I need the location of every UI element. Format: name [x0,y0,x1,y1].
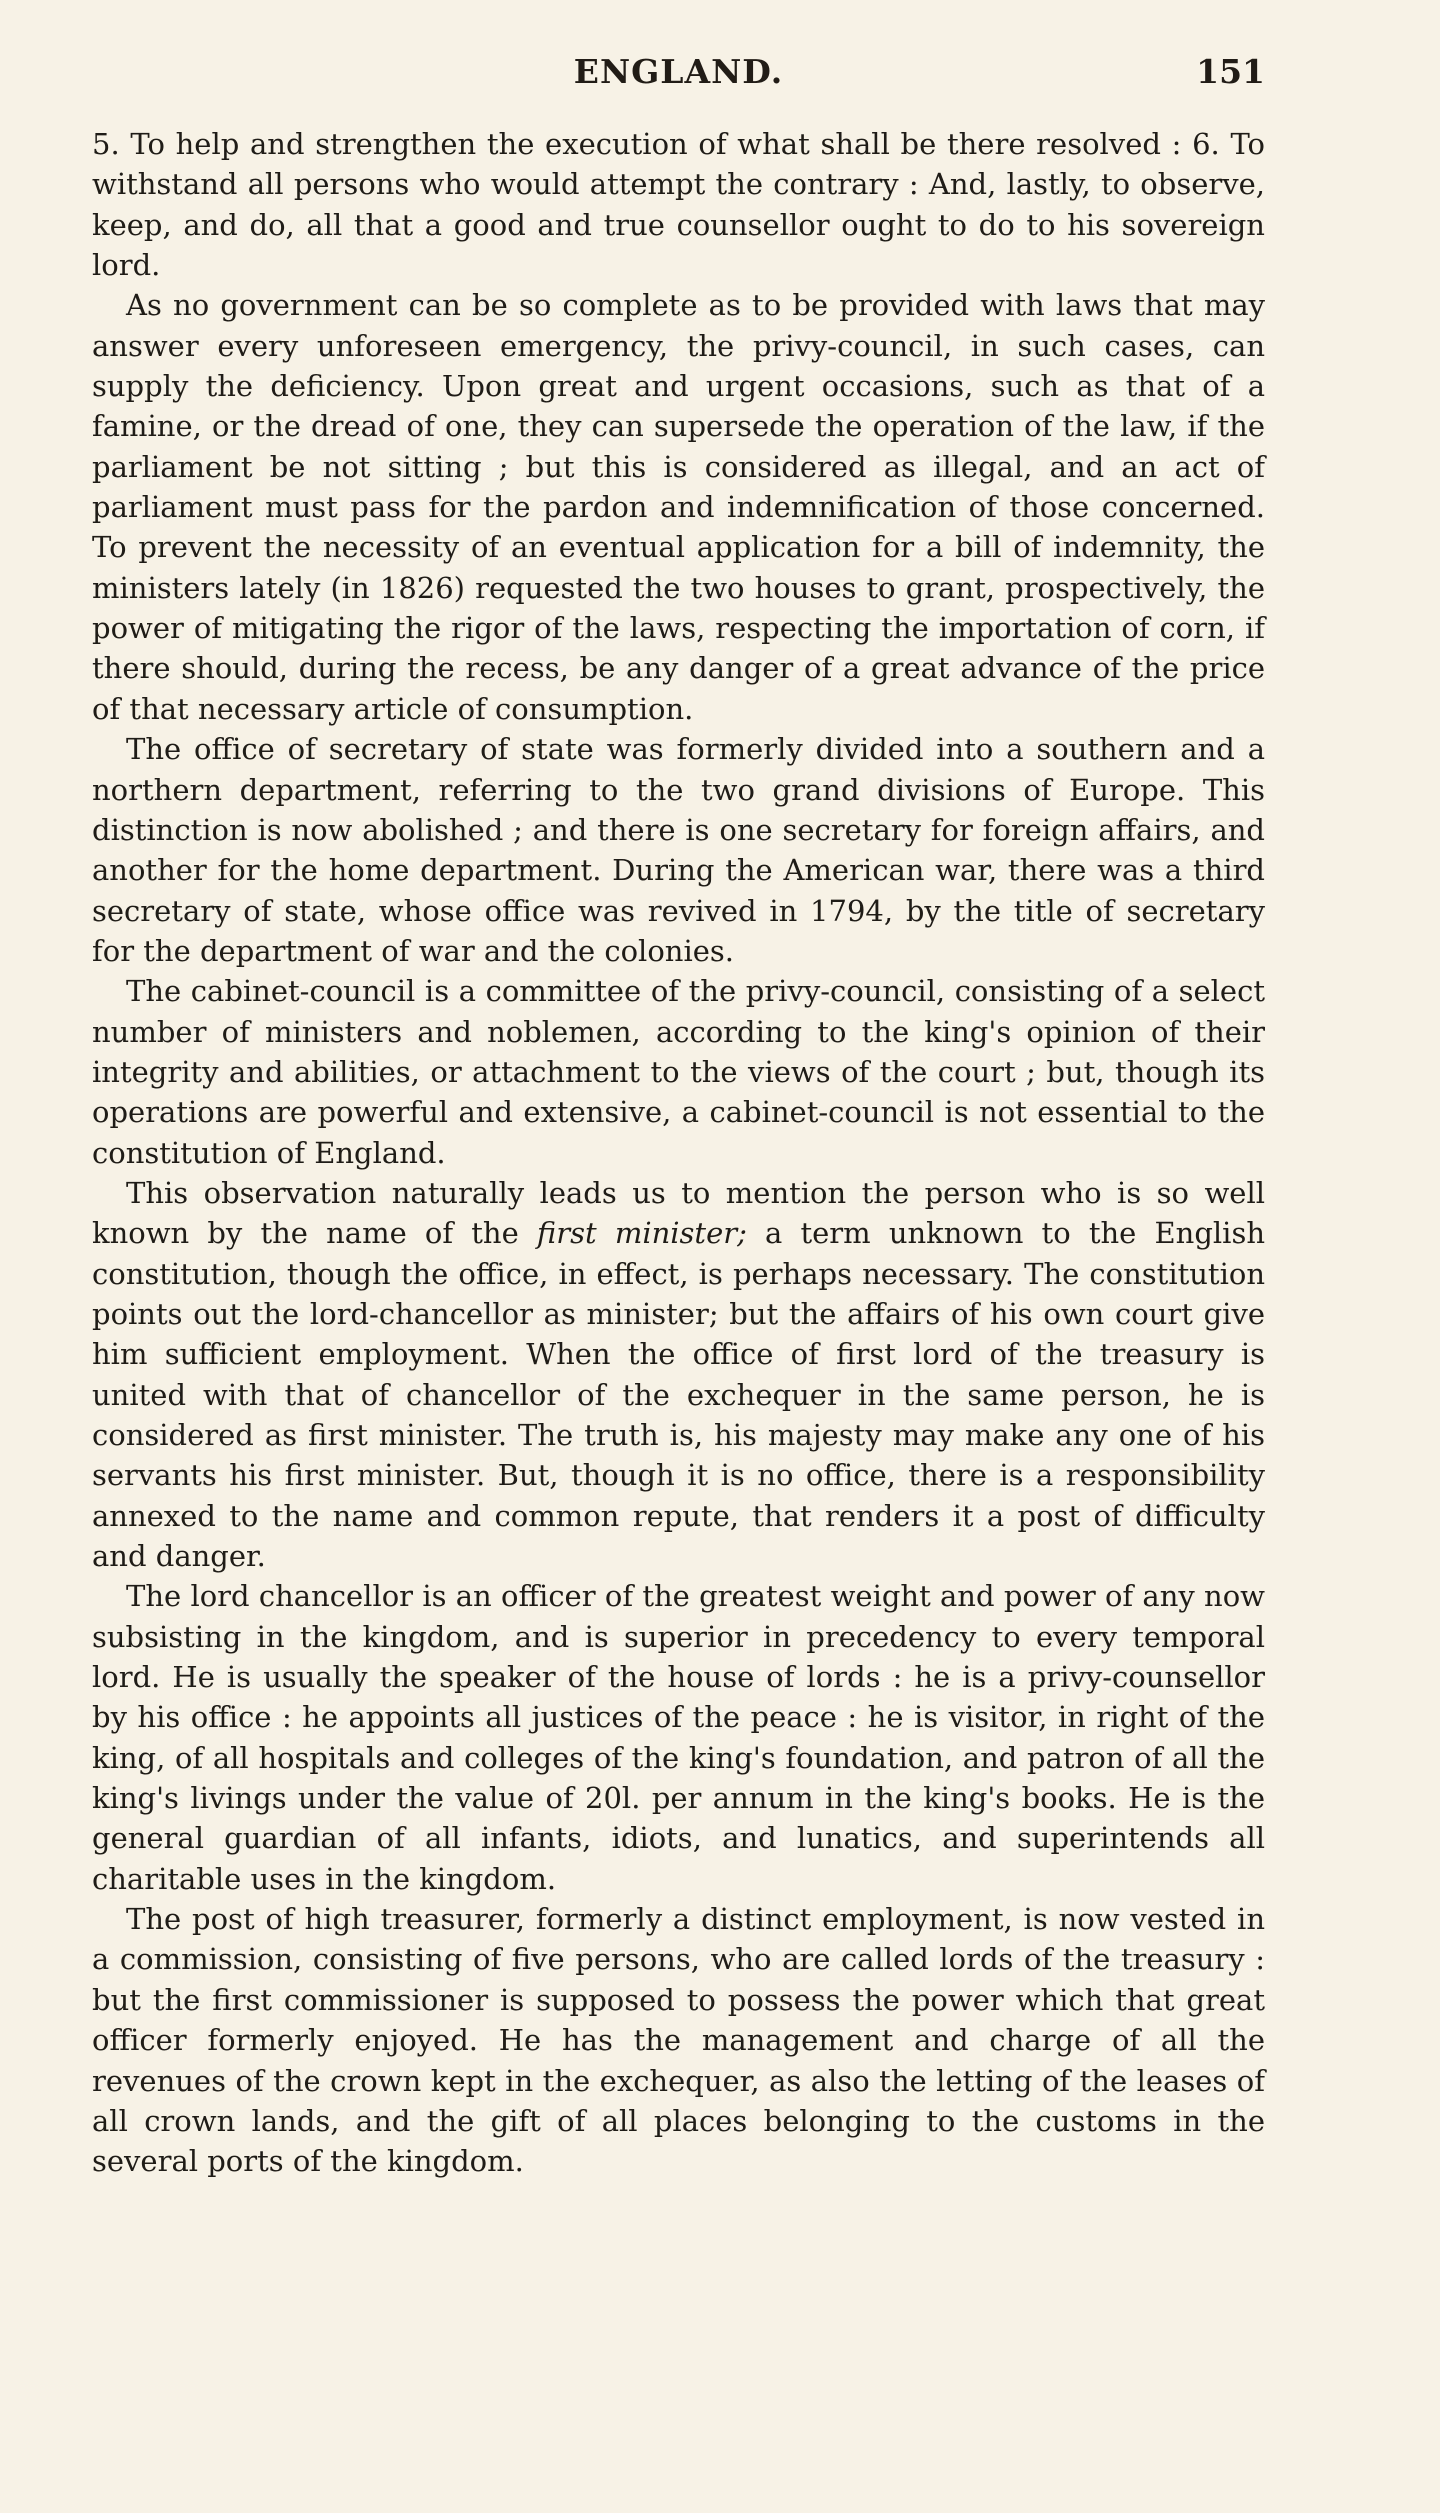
page-number: 151 [1196,52,1265,91]
paragraph-7: The post of high treasurer, formerly a distinct employment, is now vested in a commission, consisting of five persons, who are called lords of the treasury : but the first commissioner is supposed to possess the power which that great officer formerly enjoyed. He has the management and charge of all the revenues of the crown kept in the exchequer, as also the letting of the leases of all crown lands, and the gift of all places belonging to the customs in the several ports of the kingdom. [92,1902,1265,2179]
body-text [92,124,1265,2182]
paragraph-2: As no government can be so complete as to be provided with laws that may answer every unforeseen emergency, the privy-council, in such cases, can supply the deficiency. Upon great and urgent occasions, such as that of a famine, or the dread of one, they can supersede the operation of the law, if the parliament be not sitting ; but this is considered as illegal, and an act of parliament must pass for the pardon and indemnification of those concerned. To prevent the necessity of an eventual application for a bill of indemnity, the ministers lately (in 1826) requested the two houses to grant, prospectively, the power of mitigating the rigor of the laws, respecting the importation of corn, if there should, during the recess, be any danger of a great advance of the price of that necessary article of consumption. [92,288,1265,726]
paragraph-4: The cabinet-council is a committee of the privy-council, consisting of a select number of ministers and noblemen, according to the king's opinion of their integrity and abilities, or attachment to the views of the court ; but, though its operations are powerful and extensive, a cabinet-council is not essential to the constitution of England. [92,974,1265,1170]
paragraph-5-italic-term: first minister; [536,1216,747,1251]
paragraph-6: The lord chancellor is an officer of the greatest weight and power of any now subsisting in the kingdom, and is superior in precedency to every temporal lord. He is usually the speaker of the house of lords : he is a privy-counsellor by his office : he appoints all justices of the peace : he is visitor, in right of the king, of all hospitals and colleges of the king's foundation, and patron of all the king's livings under the value of 20l. per annum in the king's books. He is the general guardian of all infants, idiots, and lunatics, and superintends all charitable uses in the kingdom. [92,1579,1265,1896]
paragraph-5-text-after: a term unknown to the English constitution, though the office, in effect, is perhaps necessary. The constitution points out the lord-chancellor as minister; but the affairs of his own court give him sufficient employment. When the office of first lord of the treasury is united with that of chancellor of the exchequer in the same person, he is considered as first minister. The truth is, his majesty may make any one of his servants his first minister. But, though it is no office, there is a responsibility annexed to the name and common repute, that renders it a post of difficulty and danger. [92,1216,1265,1574]
paragraph-5-text-before: This observation naturally leads us to mention the person who is so well known by the name of the [92,1175,1265,1251]
running-head [92,52,1265,98]
paragraph-1: 5. To help and strengthen the execution of what shall be there resolved : 6. To withstand all persons who would attempt the contrary : And, lastly, to observe, keep, and do, all that a good and true counsellor ought to do to his sovereign lord. [92,127,1265,283]
paragraph-5 [92,1173,1265,1576]
page-title: ENGLAND. [573,52,784,91]
paragraph-3: The office of secretary of state was formerly divided into a southern and a northern department, referring to the two grand divisions of Europe. This distinction is now abolished ; and there is one secretary for foreign affairs, and another for the home department. During the American war, there was a third secretary of state, whose office was revived in 1794, by the title of secretary for the department of war and the colonies. [92,732,1265,968]
